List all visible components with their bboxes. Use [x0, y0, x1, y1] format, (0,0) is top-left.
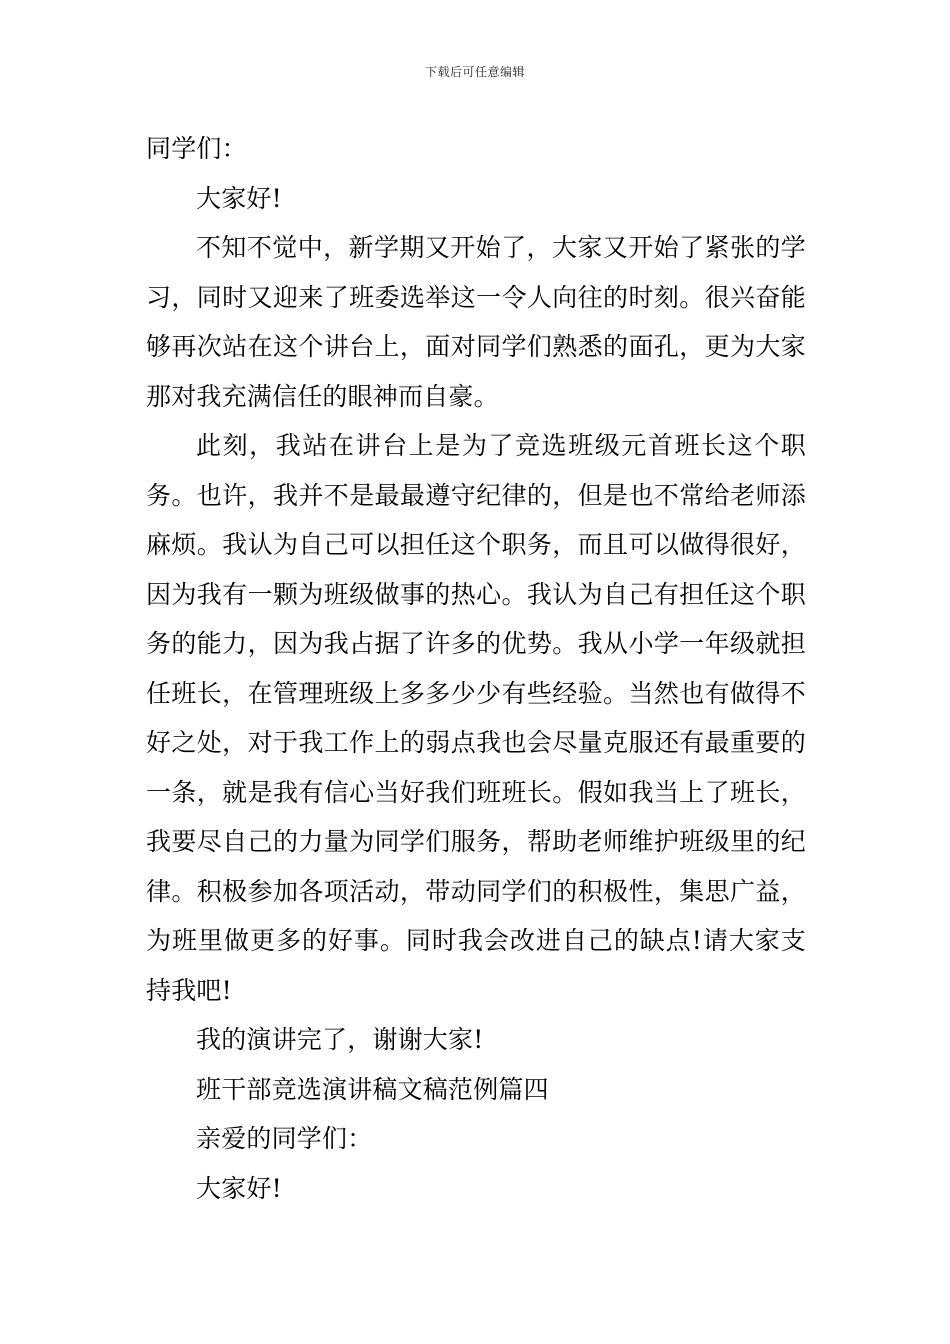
paragraph-2: 此刻，我站在讲台上是为了竞选班级元首班长这个职务。也许，我并不是最最遵守纪律的，但是也不常给老师添麻烦。我认为自己可以担任这个职务，而且可以做得很好，因为我有一颗为班级做事的热心。我认为自己有担任这个职务的能力，因为我占据了许多的优势。我从小学一年级就担任班长，在管理班级上多多少少有些经验。当然也有做得不好之处，对于我工作上的弱点我也会尽量克服还有最重要的一条，就是我有信心当好我们班班长。假如我当上了班长，我要尽自己的力量为同学们服务，帮助老师维护班级里的纪律。积极参加各项活动，带动同学们的积极性，集思广益，为班里做更多的好事。同时我会改进自己的缺点!请大家支持我吧! — [146, 431, 806, 1005]
greeting-2: 大家好! — [196, 1173, 282, 1203]
paragraph-1: 不知不觉中，新学期又开始了，大家又开始了紧张的学习，同时又迎来了班委选举这一令人向往的时刻。很兴奋能够再次站在这个讲台上，面对同学们熟悉的面孔，更为大家那对我充满信任的眼神而自豪。 — [146, 233, 806, 411]
header-note: 下载后可任意编辑 — [424, 65, 525, 79]
salutation: 同学们： — [146, 134, 247, 163]
document-body — [146, 124, 806, 1213]
salutation-2: 亲爱的同学们： — [196, 1124, 373, 1153]
greeting: 大家好! — [196, 183, 282, 213]
closing: 我的演讲完了，谢谢大家! — [196, 1025, 484, 1054]
section-title: 班干部竞选演讲稿文稿范例篇四 — [196, 1074, 549, 1104]
